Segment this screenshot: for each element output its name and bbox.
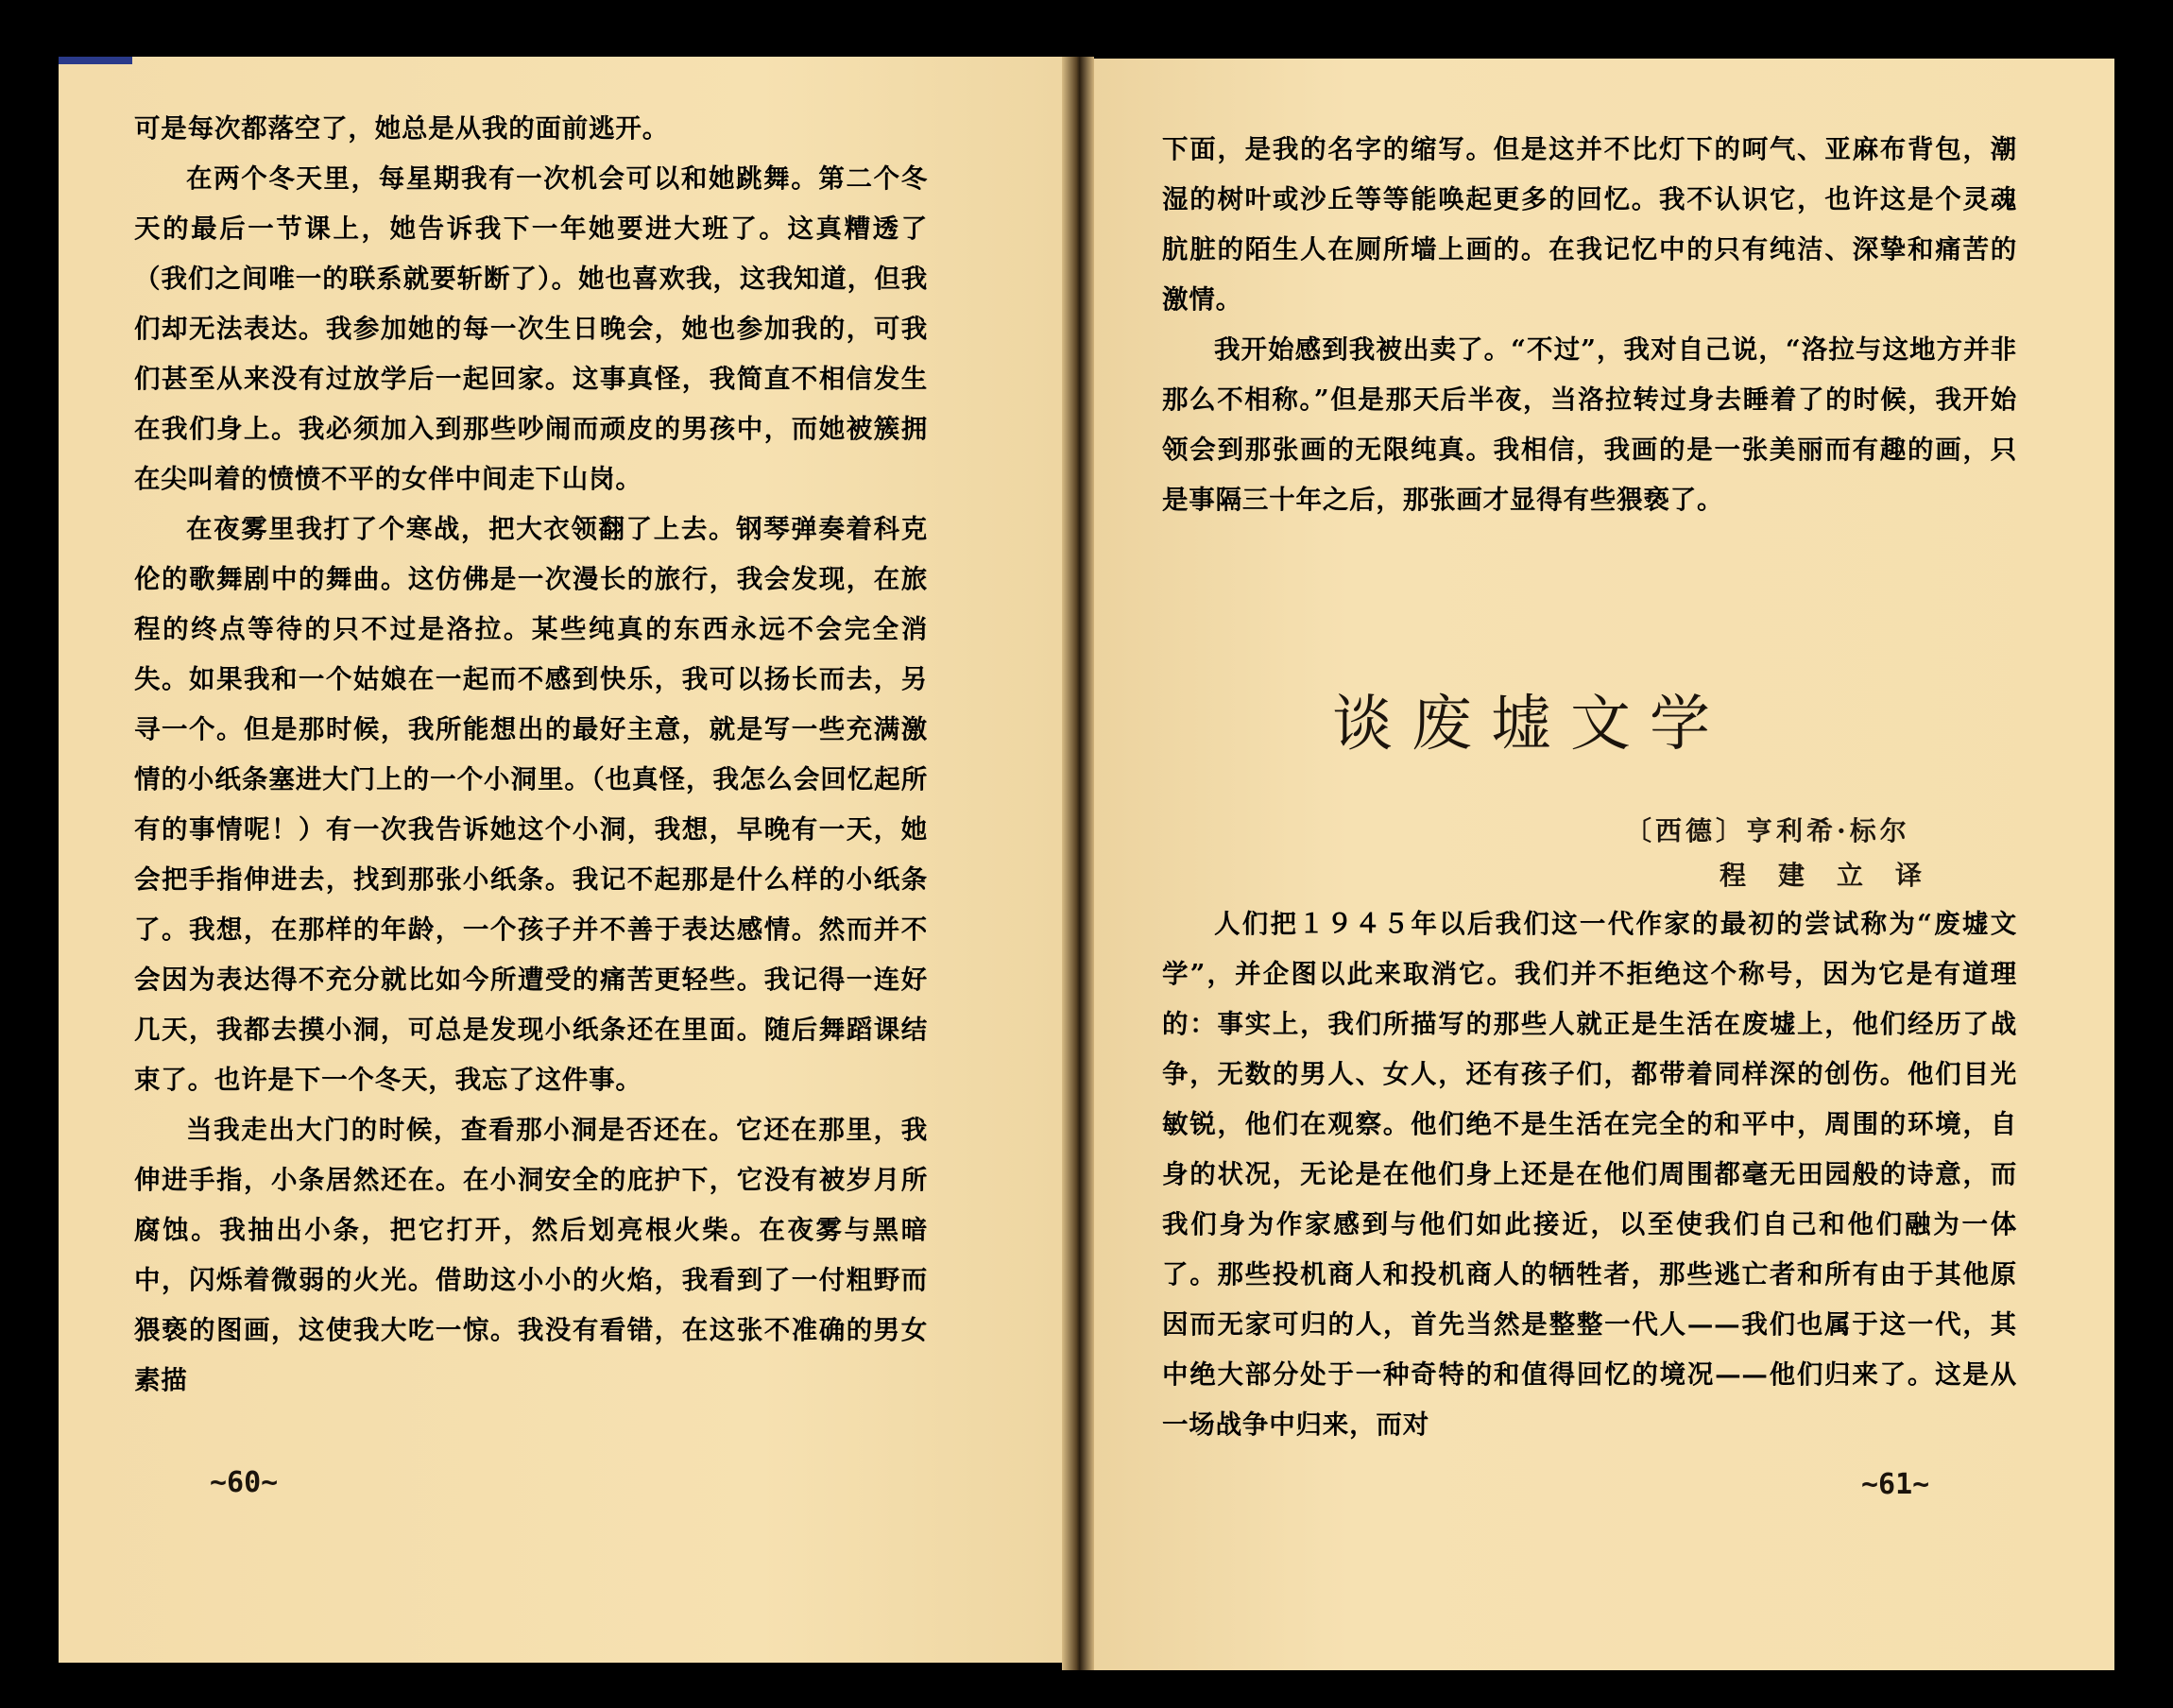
author-byline: 〔西德〕亨利希·标尔	[1625, 815, 1910, 846]
paragraph: 人们把１９４５年以后我们这一代作家的最初的尝试称为“废墟文学”，并企图以此来取消它。我们并不拒绝这个称号，因为它是有道理的：事实上，我们所描写的那些人就正是生活在废墟上，他们经历了战争，无数的男人、女人，还有孩子们，都带着同样深的创伤。他们目光敏锐，他们在观察。他们绝不是生活在完全的和平中，周围的环境，自身的状况，无论是在他们身上还是在他们周围都毫无田园般的诗意，而我们身为作家感到与他们如此接近，以至使我们自己和他们融为一体了。那些投机商人和投机商人的牺牲者，那些逃亡者和所有由于其他原因而无家可归的人，首先当然是整整一代人——我们也属于这一代，其中绝大部分处于一种奇特的和值得回忆的境况——他们归来了。这是从一场战争中归来，而对	[1162, 909, 2017, 1440]
page-number-right: ~61~	[1861, 1468, 1930, 1501]
paragraph: 我开始感到我被出卖了。“不过”，我对自己说，“洛拉与这地方并非那么不相称。”但是那天后半夜，当洛拉转过身去睡着了的时候，我开始领会到那张画的无限纯真。我相信，我画的是一张美丽而有趣的画，只是事隔三十年之后，那张画才显得有些猥亵了。	[1162, 334, 2017, 515]
translator-byline: 程建立译	[1720, 860, 1955, 891]
right-page-text-top	[1162, 125, 2017, 525]
blue-page-tab	[59, 57, 132, 64]
right-page-text-bottom	[1162, 899, 2017, 1450]
left-page-text	[134, 104, 928, 1406]
paragraph: 当我走出大门的时候，查看那小洞是否还在。它还在那里，我伸进手指，小条居然还在。在小洞安全的庇护下，它没有被岁月所腐蚀。我抽出小条，把它打开，然后划亮根火柴。在夜雾与黑暗中，闪烁着微弱的火光。借助这小小的火焰，我看到了一付粗野而猥亵的图画，这使我大吃一惊。我没有看错，在这张不准确的男女素描	[134, 1115, 928, 1395]
article-title: 谈废墟文学	[1332, 690, 1729, 760]
paragraph: 在两个冬天里，每星期我有一次机会可以和她跳舞。第二个冬天的最后一节课上，她告诉我下一年她要进大班了。这真糟透了（我们之间唯一的联系就要斩断了）。她也喜欢我，这我知道，但我们却无法表达。我参加她的每一次生日晚会，她也参加我的，可我们甚至从来没有过放学后一起回家。这事真怪，我简直不相信发生在我们身上。我必须加入到那些吵闹而顽皮的男孩中，而她被簇拥在尖叫着的愤愤不平的女伴中间走下山岗。	[134, 163, 928, 494]
page-number-left: ~60~	[210, 1466, 279, 1499]
paragraph: 下面，是我的名字的缩写。但是这并不比灯下的呵气、亚麻布背包，潮湿的树叶或沙丘等等能唤起更多的回忆。我不认识它，也许这是个灵魂肮脏的陌生人在厕所墙上画的。在我记忆中的只有纯洁、深挚和痛苦的激情。	[1162, 134, 2017, 315]
paragraph: 可是每次都落空了，她总是从我的面前逃开。	[134, 113, 669, 144]
book-spine	[1062, 57, 1094, 1670]
paragraph: 在夜雾里我打了个寒战，把大衣领翻了上去。钢琴弹奏着科克伦的歌舞剧中的舞曲。这仿佛是一次漫长的旅行，我会发现，在旅程的终点等待的只不过是洛拉。某些纯真的东西永远不会完全消失。如果我和一个姑娘在一起而不感到快乐，我可以扬长而去，另寻一个。但是那时候，我所能想出的最好主意，就是写一些充满激情的小纸条塞进大门上的一个小洞里。（也真怪，我怎么会回忆起所有的事情呢！）有一次我告诉她这个小洞，我想，早晚有一天，她会把手指伸进去，找到那张小纸条。我记不起那是什么样的小纸条了。我想，在那样的年龄，一个孩子并不善于表达感情。然而并不会因为表达得不充分就比如今所遭受的痛苦更轻些。我记得一连好几天，我都去摸小洞，可总是发现小纸条还在里面。随后舞蹈课结束了。也许是下一个冬天，我忘了这件事。	[134, 514, 928, 1095]
